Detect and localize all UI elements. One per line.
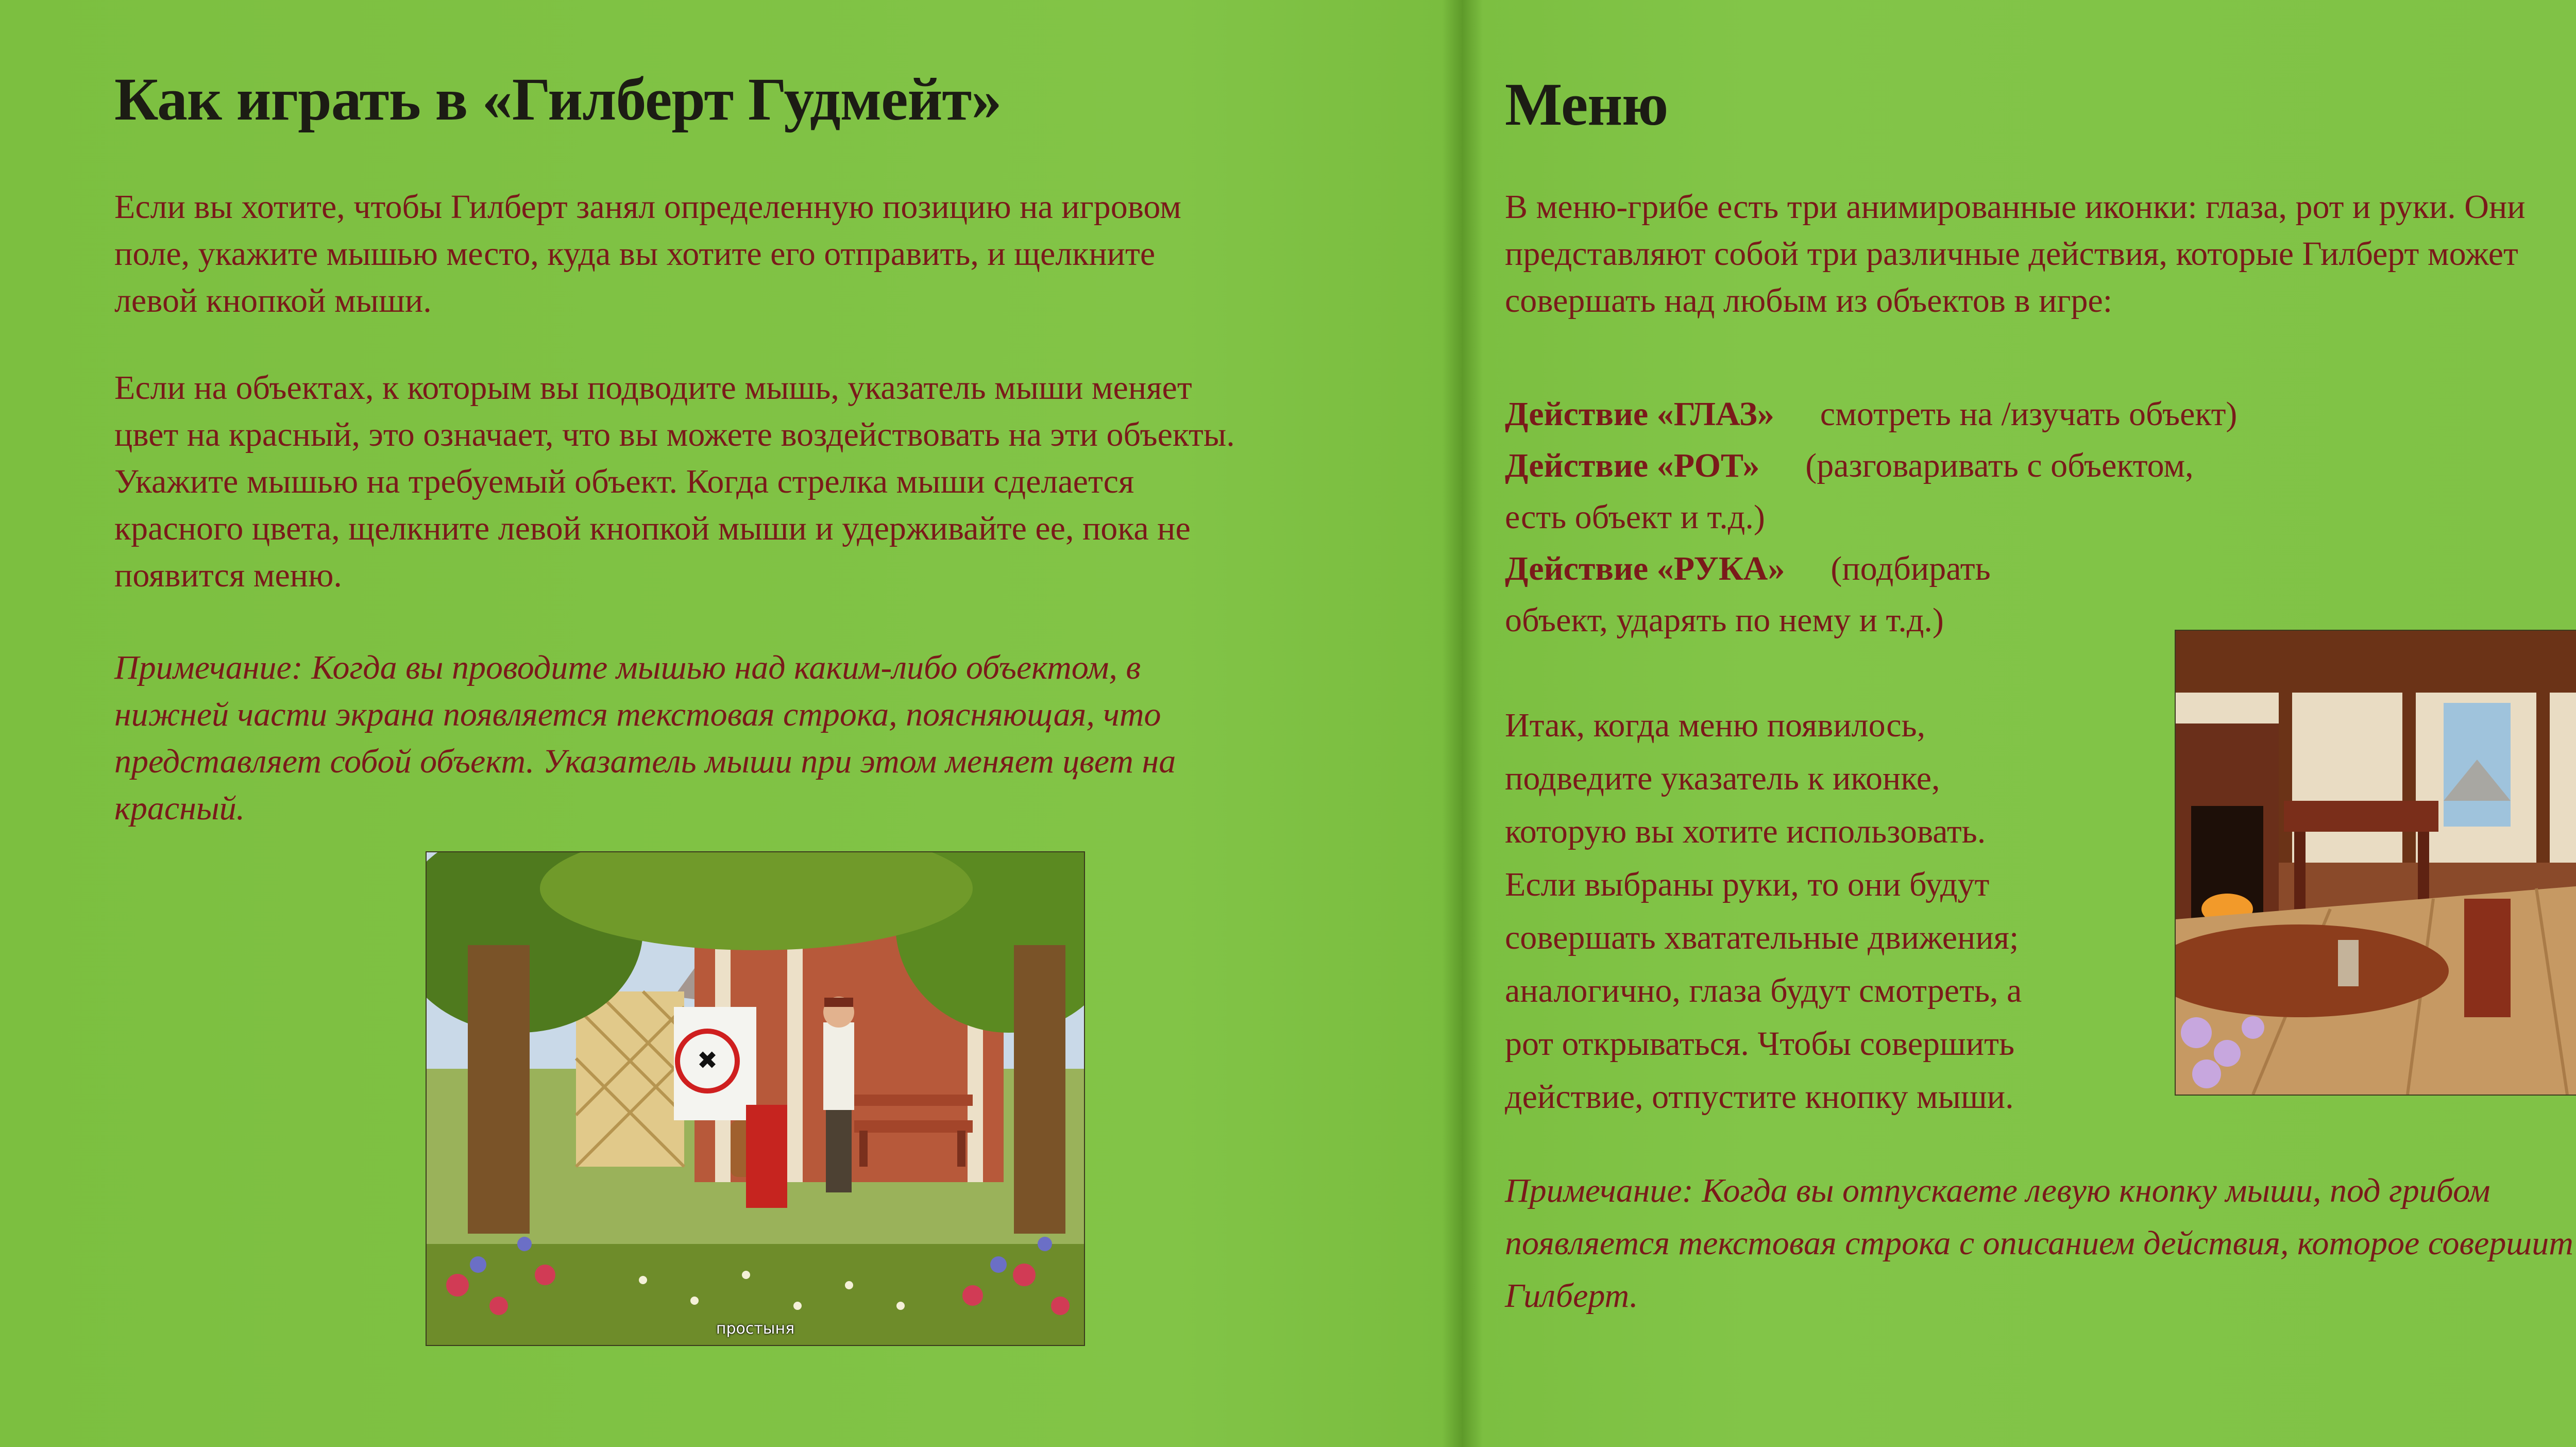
text-line: рот открываться. Чтобы совершить [1505,1025,2015,1063]
garden-scene-image [427,852,1084,1345]
text-line: совершать над любым из объектов в игре: [1505,282,2113,319]
left-note [114,644,1176,832]
text-line: подведите указатель к иконке, [1505,760,1940,797]
text-line: красного цвета, щелкните левой кнопкой мыши и удерживайте ее, пока не [114,510,1191,547]
text-line: нижней части экрана появляется текстовая строка, поясняющая, что [114,696,1161,733]
left-paragraph-2 [114,364,1235,599]
action-description: (подбирать [1831,550,1991,587]
text-line: появится меню. [114,557,342,594]
text-line: Укажите мышью на требуемый объект. Когда стрелка мыши сделается [114,463,1134,500]
action-mouth [1505,440,2237,492]
svg-text:✖: ✖ [697,1046,718,1075]
text-line: Если вы хотите, чтобы Гилберт занял определенную позицию на игровом [114,188,1181,226]
room-scene-image [2176,631,2576,1095]
left-page-title: Как играть в «Гилберт Гудмейт» [114,65,1002,133]
left-paragraph-1 [114,183,1181,324]
text-line: В меню-грибе есть три анимированные иконки: глаза, рот и руки. Они [1505,188,2526,226]
text-line: которую вы хотите использовать. [1505,813,1986,850]
text-line: Итак, когда меню появилось, [1505,706,1926,744]
text-line: цвет на красный, это означает, что вы можете воздействовать на эти объекты. [114,416,1235,453]
action-continuation: объект, ударять по нему и т.д.) [1505,601,1944,639]
action-hand [1505,543,2237,595]
text-line: Гилберт. [1505,1277,1638,1315]
right-intro [1505,183,2526,324]
text-line: совершать хватательные движения; [1505,919,2019,956]
action-name: Действие «РУКА» [1505,550,1785,587]
text-line: красный. [114,789,245,827]
right-body [1505,699,2022,1123]
garden-screenshot [426,851,1085,1346]
text-line: Примечание: Когда вы проводите мышью над каким-либо объектом, в [114,649,1141,686]
action-description: (разговаривать с объектом, [1805,447,2194,484]
text-line: Если выбраны руки, то они будут [1505,866,1990,903]
text-line: представляет собой объект. Указатель мыши при этом меняет цвет на [114,743,1176,780]
right-note [1505,1165,2573,1322]
text-line: действие, отпустите кнопку мыши. [1505,1078,2014,1116]
text-line: Примечание: Когда вы отпускаете левую кнопку мыши, под грибом [1505,1172,2490,1209]
action-name: Действие «РОТ» [1505,447,1760,484]
text-line: Если на объектах, к которым вы подводите мышь, указатель мыши меняет [114,369,1192,407]
right-page [1463,0,2576,1447]
text-line: поле, укажите мышью место, куда вы хотите его отправить, и щелкните [114,235,1156,273]
screenshot-caption: простыня [716,1320,795,1338]
text-line: представляют собой три различные действия, которые Гилберт может [1505,235,2518,273]
action-eye [1505,389,2237,440]
action-description: смотреть на /изучать объект) [1820,395,2238,433]
text-line: появляется текстовая строка с описанием действия, которое совершит [1505,1224,2573,1262]
action-continuation: есть объект и т.д.) [1505,498,1765,536]
right-page-title: Меню [1505,71,1668,138]
actions-list [1505,389,2237,646]
text-line: левой кнопкой мыши. [114,282,432,319]
action-name: Действие «ГЛАЗ» [1505,395,1774,433]
room-screenshot [2175,630,2576,1096]
text-line: аналогично, глаза будут смотреть, а [1505,972,2022,1009]
